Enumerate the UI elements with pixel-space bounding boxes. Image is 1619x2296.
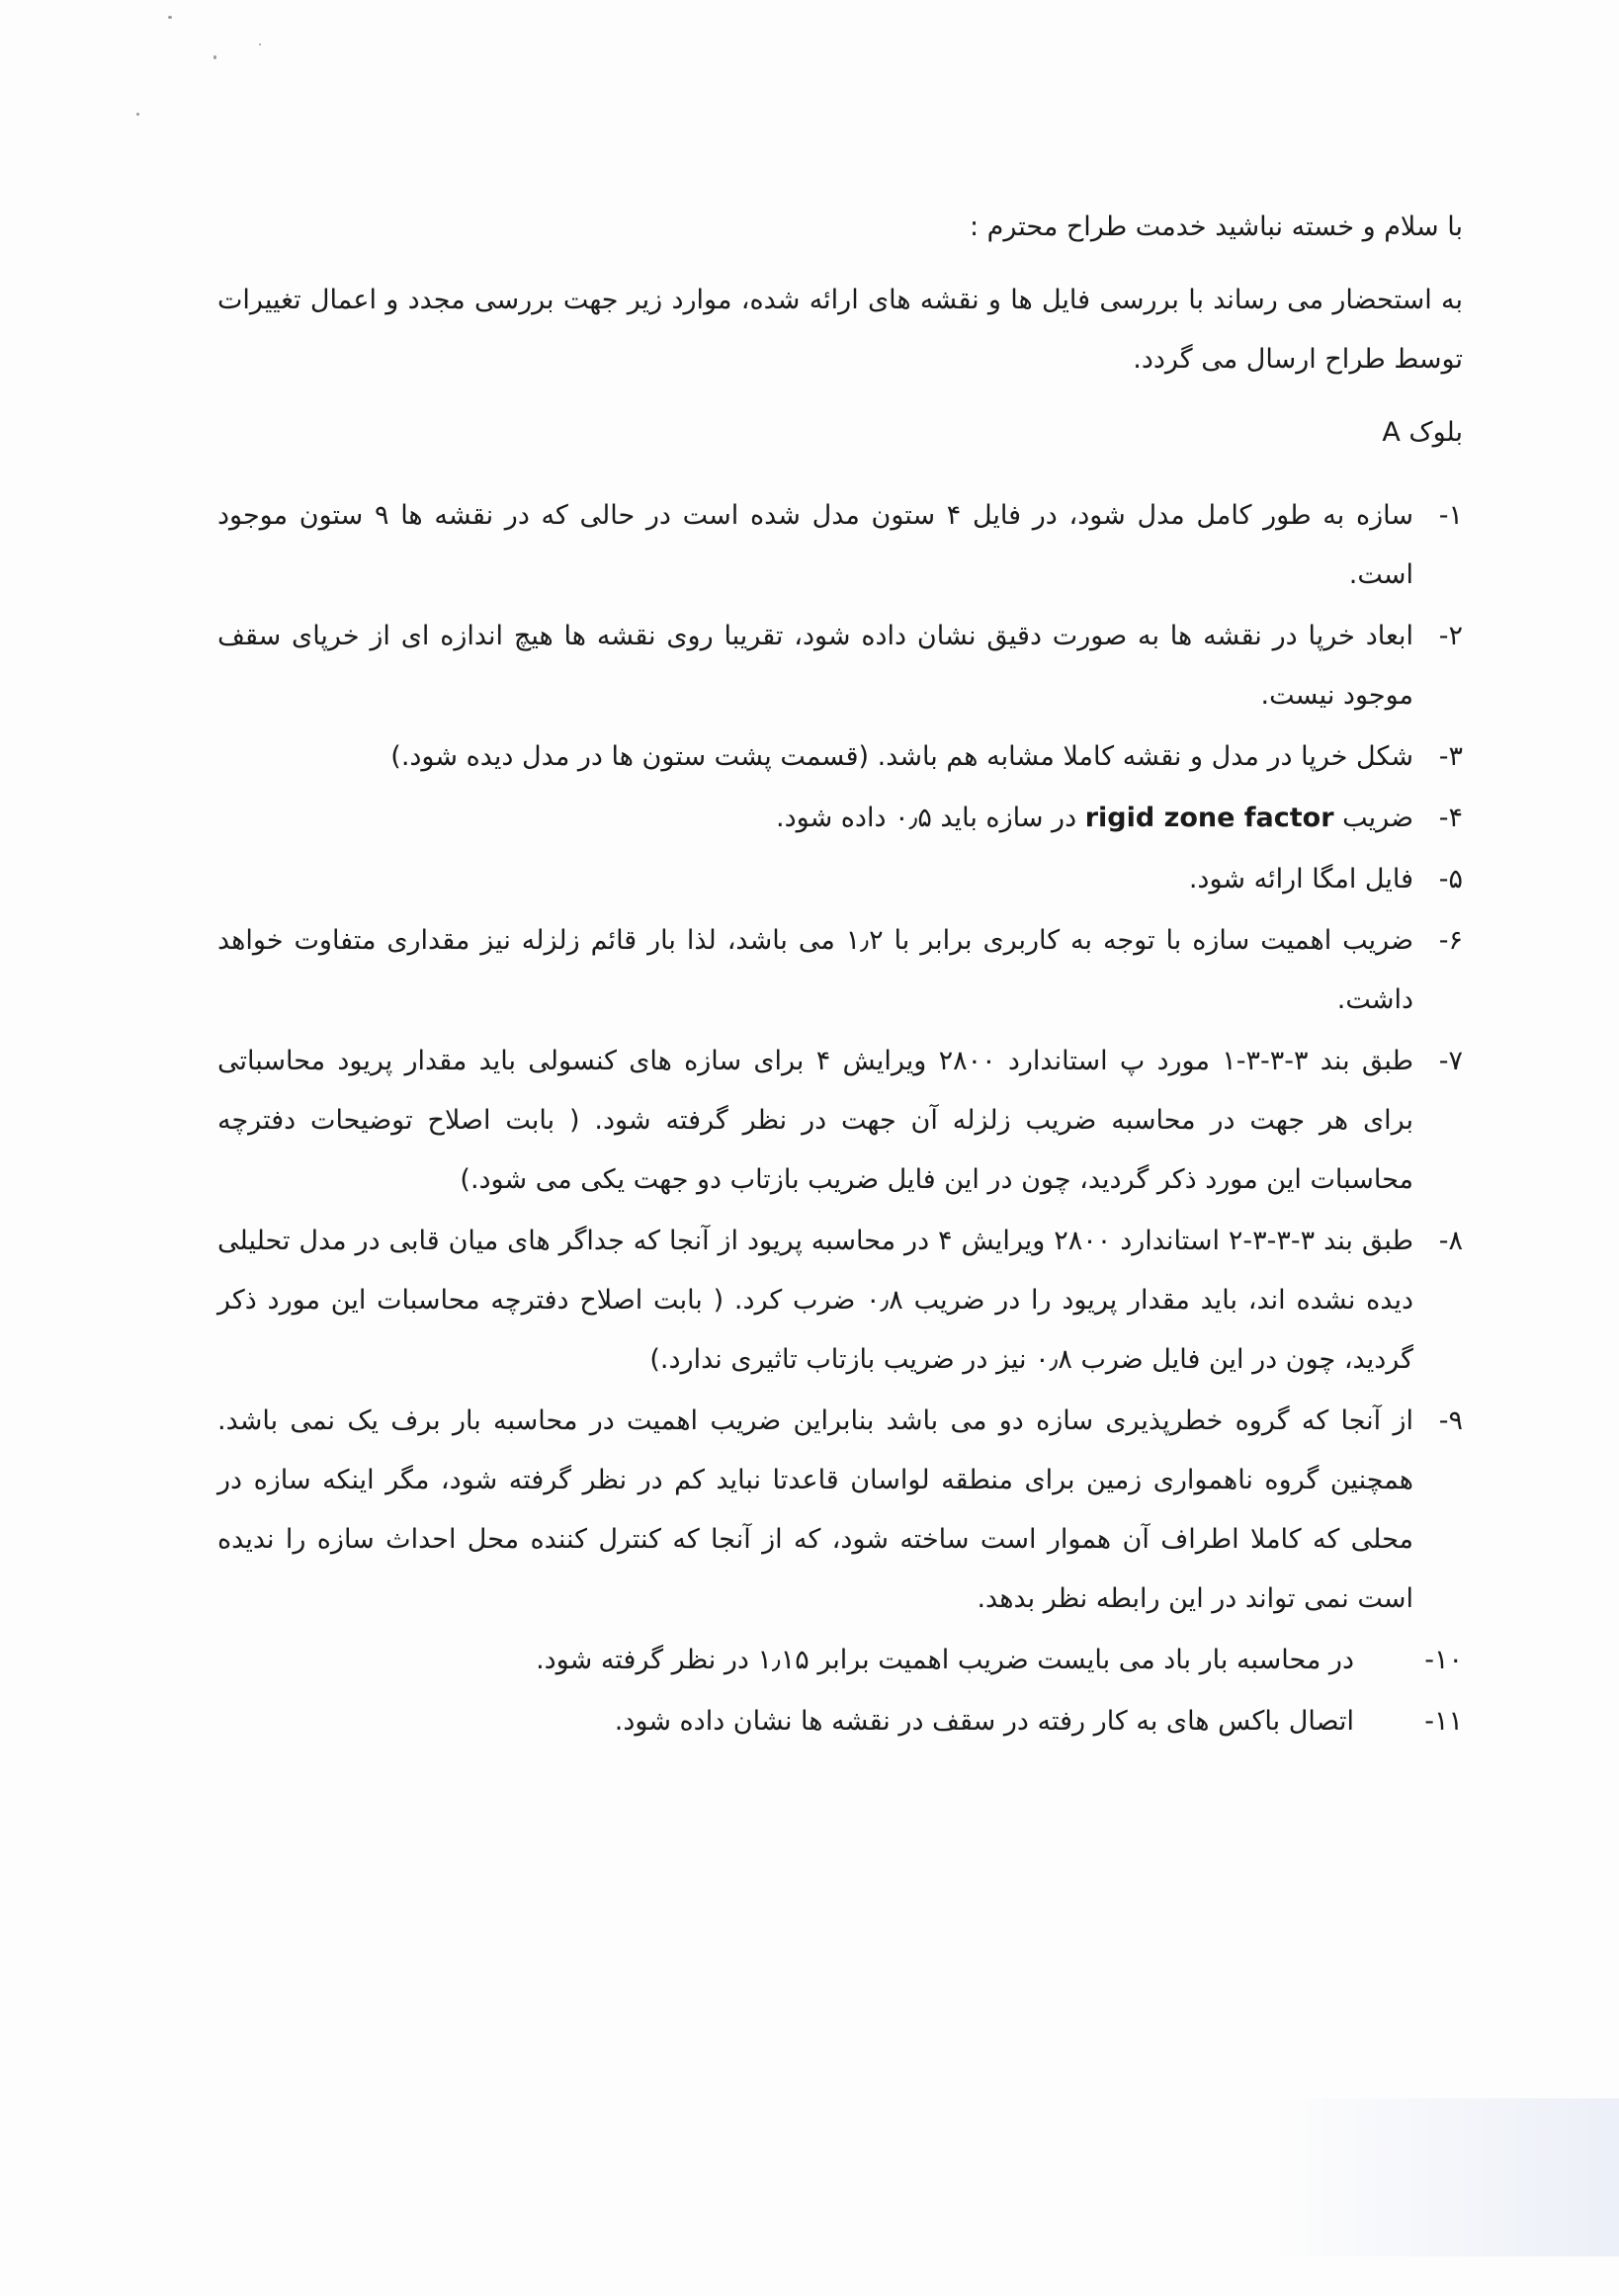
item-number: ۸- [1438,1226,1463,1256]
item-text [776,789,1413,848]
item-text: شکل خرپا در مدل و نقشه کاملا مشابه هم باشد. (قسمت پشت ستون ها در مدل دیده شود.) [390,741,1413,772]
list-item [217,789,1463,848]
letter-body [217,198,1463,1753]
list-item [217,486,1463,605]
intro-paragraph: به استحضار می رساند با بررسی فایل ها و نقشه های ارائه شده، موارد زیر جهت بررسی مجدد و اعمال تغییرات توسط طراح ارسال می گردد. [217,285,1463,375]
item-text: در محاسبه بار باد می بایست ضریب اهمیت برابر ۱٫۱۵ در نظر گرفته شود. [536,1645,1354,1675]
rigid-zone-factor-term: rigid zone factor [1084,803,1334,833]
item-number: ۶- [1438,925,1463,956]
scan-shade [1263,2098,1619,2256]
item-number: ۱- [1438,500,1463,531]
list-item [217,850,1463,909]
list-item [217,1212,1463,1390]
item-number: ۱۱- [1424,1706,1463,1737]
item-text: از آنجا که گروه خطرپذیری سازه دو می باشد بنابراین ضریب اهمیت در محاسبه بار برف یک نمی باشد. همچنین گروه ناهمواری زمین برای منطقه لواسان قاعدتا نباید کم در نظر گرفته شود، مگر اینکه سازه در محلی که کاملا اطراف آن هموار است ساخته شود، که از آنجا که کنترل کننده محل احداث سازه را ندیده است نمی تواند در این رابطه نظر بدهد. [217,1405,1413,1614]
scan-speck [168,16,172,19]
item-number: ۹- [1438,1405,1463,1436]
item-text: ضریب اهمیت سازه با توجه به کاربری برابر با ۱٫۲ می باشد، لذا بار قائم زلزله نیز مقداری متفاوت خواهد داشت. [217,925,1414,1015]
item-text: طبق بند ۳-۳-۳-۱ مورد پ استاندارد ۲۸۰۰ ویرایش ۴ برای سازه های کنسولی باید مقدار پریود محاسباتی برای هر جهت در محاسبه ضریب زلزله آن جهت در نظر گرفته شود. ( بابت اصلاح توضیحات دفترچه محاسبات این مورد ذکر گردید، چون در این فایل ضریب بازتاب دو جهت یکی می شود.) [217,1046,1413,1195]
list-item [217,607,1463,725]
list-item [217,1392,1463,1629]
greeting: با سلام و خسته نباشید خدمت طراح محترم : [969,212,1463,242]
scan-speck [259,43,261,45]
item-number: ۳- [1438,741,1463,772]
block-title: بلوک A [1382,417,1463,448]
scan-speck [136,113,139,116]
list-item [217,1631,1463,1690]
item-number: ۲- [1438,621,1463,651]
item-text-part: در سازه باید ۰٫۵ داده شود. [776,803,1077,833]
review-items-list [217,486,1463,1751]
item-text: ابعاد خرپا در نقشه ها به صورت دقیق نشان داده شود، تقریبا روی نقشه ها هیچ اندازه ای از خرپای سقف موجود نیست. [217,621,1413,711]
list-item [217,911,1463,1030]
list-item [217,1692,1463,1751]
item-text: اتصال باکس های به کار رفته در سقف در نقشه ها نشان داده شود. [614,1706,1354,1737]
scan-speck [213,55,216,59]
item-number: ۱۰- [1424,1645,1463,1675]
item-number: ۷- [1438,1046,1463,1076]
item-text: طبق بند ۳-۳-۳-۲ استاندارد ۲۸۰۰ ویرایش ۴ در محاسبه پریود از آنجا که جداگر های میان قابی در مدل تحلیلی دیده نشده اند، باید مقدار پریود را در ضریب ۰٫۸ ضرب کرد. ( بابت اصلاح دفترچه محاسبات این مورد ذکر گردید، چون در این فایل ضرب ۰٫۸ نیز در ضریب بازتاب تاثیری ندارد.) [217,1226,1413,1375]
list-item [217,727,1463,787]
item-text-part: ضریب [1342,803,1413,833]
item-number: ۵- [1438,864,1463,894]
item-text: سازه به طور کامل مدل شود، در فایل ۴ ستون مدل شده است در حالی که در نقشه ها ۹ ستون موجود است. [217,500,1413,590]
item-number: ۴- [1438,803,1463,833]
list-item [217,1032,1463,1210]
item-text: فایل امگا ارائه شود. [1188,864,1413,894]
